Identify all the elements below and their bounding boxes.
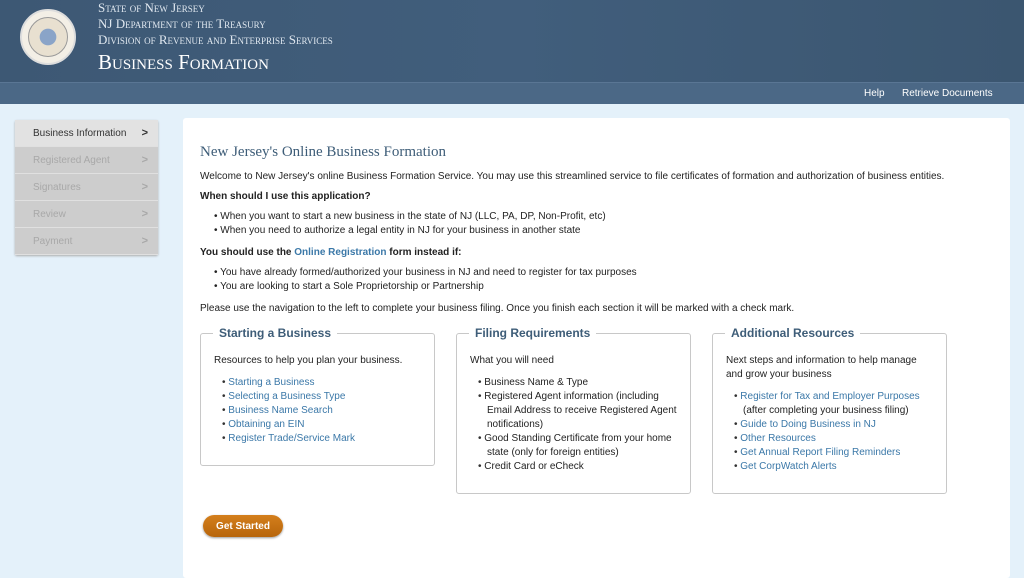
sidebar-item-payment[interactable] bbox=[15, 228, 158, 255]
chevron-right-icon: > bbox=[141, 127, 148, 139]
list-item: • Business Name & Type bbox=[474, 376, 677, 390]
list-item: • Good Standing Certificate from your home state (only for foreign entities) bbox=[474, 432, 677, 460]
header-division: Division of Revenue and Enterprise Services bbox=[98, 32, 333, 47]
list-item: • You are looking to start a Sole Proprietorship or Partnership bbox=[214, 280, 993, 294]
header-state: State of New Jersey bbox=[98, 0, 205, 15]
retrieve-documents-link[interactable]: Retrieve Documents bbox=[902, 88, 993, 99]
filing-requirements-box bbox=[456, 326, 691, 494]
header-department: NJ Department of the Treasury bbox=[98, 16, 266, 31]
sidebar-item-signatures[interactable] bbox=[15, 174, 158, 201]
sidebar-item-business-information[interactable] bbox=[15, 120, 158, 147]
sidebar-item-review[interactable] bbox=[15, 201, 158, 228]
instead-post: form instead if: bbox=[386, 247, 462, 258]
top-nav bbox=[0, 82, 1024, 104]
box-intro: What you will need bbox=[470, 355, 554, 366]
when-heading: When should I use this application? bbox=[200, 191, 371, 202]
sidebar-item-label: Business Information bbox=[33, 127, 127, 139]
obtaining-ein-link[interactable]: Obtaining an EIN bbox=[228, 419, 305, 430]
register-tax-link[interactable]: Register for Tax and Employer Purposes bbox=[740, 391, 920, 402]
sidebar-item-label: Signatures bbox=[33, 181, 81, 193]
site-header bbox=[0, 0, 1024, 82]
register-trademark-link[interactable]: Register Trade/Service Mark bbox=[228, 433, 355, 444]
box-intro: Resources to help you plan your business. bbox=[214, 355, 403, 366]
list-item: • When you want to start a new business in the state of NJ (LLC, PA, DP, Non-Profit, etc) bbox=[214, 210, 993, 224]
sidebar-nav bbox=[15, 120, 158, 255]
get-started-button[interactable]: Get Started bbox=[203, 515, 283, 537]
box-title: Additional Resources bbox=[725, 326, 860, 340]
help-link[interactable]: Help bbox=[864, 88, 885, 99]
other-resources-link[interactable]: Other Resources bbox=[740, 433, 816, 444]
starting-business-link[interactable]: Starting a Business bbox=[228, 377, 315, 388]
navigation-note: Please use the navigation to the left to complete your business filing. Once you finish each section it will be marked with a check mark. bbox=[200, 303, 795, 314]
sidebar-item-label: Registered Agent bbox=[33, 154, 110, 166]
nj-state-seal-logo bbox=[20, 9, 76, 65]
chevron-right-icon: > bbox=[141, 181, 148, 193]
selecting-business-type-link[interactable]: Selecting a Business Type bbox=[228, 391, 346, 402]
corpwatch-alerts-link[interactable]: Get CorpWatch Alerts bbox=[740, 461, 837, 472]
header-title: Business Formation bbox=[98, 50, 269, 74]
sidebar-item-registered-agent[interactable] bbox=[15, 147, 158, 174]
chevron-right-icon: > bbox=[141, 235, 148, 247]
online-registration-link[interactable]: Online Registration bbox=[294, 247, 387, 258]
list-item: • When you need to authorize a legal entity in NJ for your business in another state bbox=[214, 224, 993, 238]
list-item: • You have already formed/authorized your business in NJ and need to register for tax purposes bbox=[214, 266, 993, 280]
additional-resources-box bbox=[712, 326, 947, 494]
instead-heading bbox=[200, 246, 993, 259]
business-name-search-link[interactable]: Business Name Search bbox=[228, 405, 333, 416]
page-title: New Jersey's Online Business Formation bbox=[200, 144, 447, 160]
chevron-right-icon: > bbox=[141, 154, 148, 166]
sidebar-item-label: Payment bbox=[33, 235, 73, 247]
chevron-right-icon: > bbox=[141, 208, 148, 220]
main-panel bbox=[183, 118, 1010, 578]
box-title: Filing Requirements bbox=[469, 326, 596, 340]
annual-report-reminders-link[interactable]: Get Annual Report Filing Reminders bbox=[740, 447, 901, 458]
list-item: • Registered Agent information (including Email Address to receive Registered Agent notifications) bbox=[474, 390, 677, 432]
welcome-text: Welcome to New Jersey's online Business Formation Service. You may use this streamlined service to file certificates of formation and authorization of business entities. bbox=[200, 171, 945, 182]
starting-business-box bbox=[200, 326, 435, 466]
box-intro: Next steps and information to help manage and grow your business bbox=[726, 355, 917, 380]
list-item: • Credit Card or eCheck bbox=[474, 460, 677, 474]
sidebar-item-label: Review bbox=[33, 208, 66, 220]
register-tax-note: (after completing your business filing) bbox=[743, 405, 909, 416]
guide-doing-business-link[interactable]: Guide to Doing Business in NJ bbox=[740, 419, 876, 430]
box-title: Starting a Business bbox=[213, 326, 337, 340]
instead-pre: You should use the bbox=[200, 247, 295, 258]
